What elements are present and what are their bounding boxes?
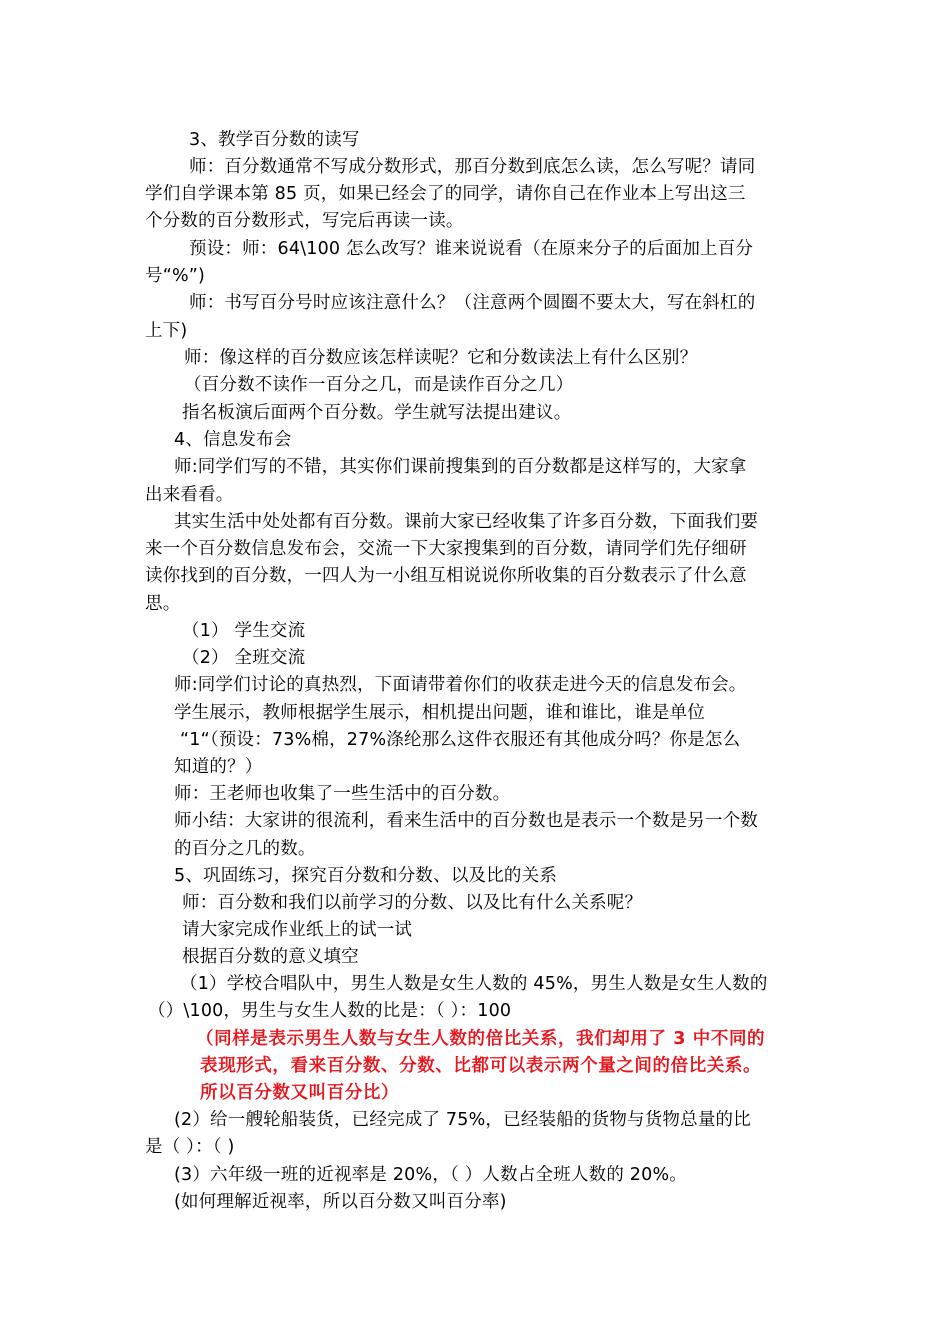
text-line: 读你找到的百分数，一四人为一小组互相说说你所收集的百分数表示了什么意 [145,566,747,586]
text-line: 师：王老师也收集了一些生活中的百分数。 [174,784,511,804]
emphasis-note: 表现形式，看来百分数、分数、比都可以表示两个量之间的倍比关系。 [200,1056,762,1076]
text-line: “1“（预设：73%棉，27%涤纶那么这件衣服还有其他成分吗？你是怎么 [180,730,741,750]
text-line: 学生展示，教师根据学生展示，相机提出问题，谁和谁比，谁是单位 [174,703,705,723]
text-line: 师：百分数通常不写成分数形式，那百分数到底怎么读，怎么写呢？请同 [189,157,756,177]
text-line: 师：百分数和我们以前学习的分数、以及比有什么关系呢？ [182,893,643,913]
text-line: 请大家完成作业纸上的试一试 [182,920,413,940]
text-line: (如何理解近视率，所以百分数又叫百分率) [174,1192,507,1212]
emphasis-note: 所以百分数又叫百分比） [200,1083,400,1103]
section-heading-4: 4、信息发布会 [174,430,292,450]
exercise-item: （1）学校合唱队中，男生人数是女生人数的 45%，男生人数是女生人数的 [180,974,768,994]
text-line: 师:同学们写的不错，其实你们课前搜集到的百分数都是这样写的，大家拿 [174,457,747,477]
text-line: 师：书写百分号时应该注意什么？（注意两个圆圈不要太大，写在斜杠的 [189,293,756,313]
exercise-item: (3）六年级一班的近视率是 20%，（ ）人数占全班人数的 20%。 [174,1165,687,1185]
text-line: 个分数的百分数形式，写完后再读一读。 [145,211,464,231]
text-line: 号“%”) [145,266,206,286]
text-line: 上下) [145,321,188,341]
text-line: 师小结：大家讲的很流利，看来生活中的百分数也是表示一个数是另一个数 [174,811,759,831]
section-heading-5: 5、巩固练习，探究百分数和分数、以及比的关系 [174,866,558,886]
text-line: 预设：师：64\100 怎么改写？谁来说说看（在原来分子的后面加上百分 [189,239,754,259]
exercise-item: （）\100，男生与女生人数的比是：（ ）：100 [148,1001,512,1021]
text-line: 其实生活中处处都有百分数。课前大家已经收集了许多百分数，下面我们要 [174,512,759,532]
emphasis-note: （同样是表示男生人数与女生人数的倍比关系，我们却用了 3 中不同的 [196,1029,766,1049]
list-item: （2） 全班交流 [182,648,306,668]
text-line: 出来看看。 [145,485,234,505]
text-line: 学们自学课本第 85 页，如果已经会了的同学，请你自己在作业本上写出这三 [145,184,746,204]
section-heading-3: 3、教学百分数的读写 [189,130,360,150]
list-item: （1） 学生交流 [182,621,306,641]
text-line: 师:同学们讨论的真热烈，下面请带着你们的收获走进今天的信息发布会。 [174,675,747,695]
text-line: 思。 [145,594,181,614]
text-line: 根据百分数的意义填空 [182,947,359,967]
text-line: 指名板演后面两个百分数。学生就写法提出建议。 [182,403,572,423]
text-line: 来一个百分数信息发布会，交流一下大家搜集到的百分数，请同学们先仔细研 [145,539,747,559]
text-line: 师：像这样的百分数应该怎样读呢？它和分数读法上有什么区别？ [184,348,698,368]
exercise-item: 是（ ）：（ ) [145,1137,235,1157]
text-line: 的百分之几的数。 [174,839,316,859]
text-line: 知道的？） [174,757,263,777]
exercise-item: (2）给一艘轮船装货，已经完成了 75%，已经装船的货物与货物总量的比 [174,1110,751,1130]
text-line: （百分数不读作一百分之几，而是读作百分之几） [184,375,574,395]
